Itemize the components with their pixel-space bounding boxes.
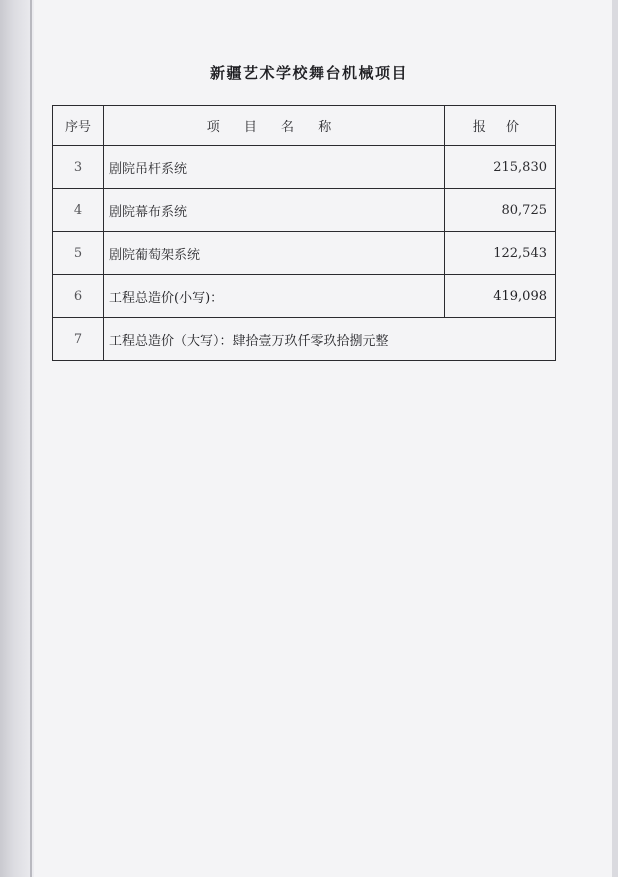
row-price: 215,830 bbox=[445, 146, 556, 189]
row-price: 122,543 bbox=[445, 232, 556, 275]
total-lower-value: 419,098 bbox=[445, 275, 556, 318]
total-upper-text: 工程总造价（大写）：肆拾壹万玖仟零玖拾捌元整 bbox=[104, 318, 556, 361]
page-left-shadow bbox=[0, 0, 34, 877]
row-seq: 4 bbox=[53, 189, 104, 232]
row-seq: 3 bbox=[53, 146, 104, 189]
table-header-row bbox=[53, 106, 556, 146]
table-row-total-lower bbox=[53, 275, 556, 318]
binding-edge bbox=[30, 0, 32, 877]
page-right-edge bbox=[612, 0, 618, 877]
row-seq: 6 bbox=[53, 275, 104, 318]
row-name: 剧院葡萄架系统 bbox=[104, 232, 445, 275]
header-price: 报 价 bbox=[445, 106, 556, 146]
row-price: 80,725 bbox=[445, 189, 556, 232]
table-row bbox=[53, 232, 556, 275]
header-seq: 序号 bbox=[53, 106, 104, 146]
row-name: 剧院吊杆系统 bbox=[104, 146, 445, 189]
table-row bbox=[53, 189, 556, 232]
total-lower-label: 工程总造价(小写)： bbox=[104, 275, 445, 318]
table-row-total-upper bbox=[53, 318, 556, 361]
row-name: 剧院幕布系统 bbox=[104, 189, 445, 232]
table-row bbox=[53, 146, 556, 189]
header-name: 项 目 名 称 bbox=[104, 106, 445, 146]
document-title: 新疆艺术学校舞台机械项目 bbox=[209, 64, 408, 82]
row-seq: 7 bbox=[53, 318, 104, 361]
quotation-table bbox=[52, 105, 556, 361]
row-seq: 5 bbox=[53, 232, 104, 275]
